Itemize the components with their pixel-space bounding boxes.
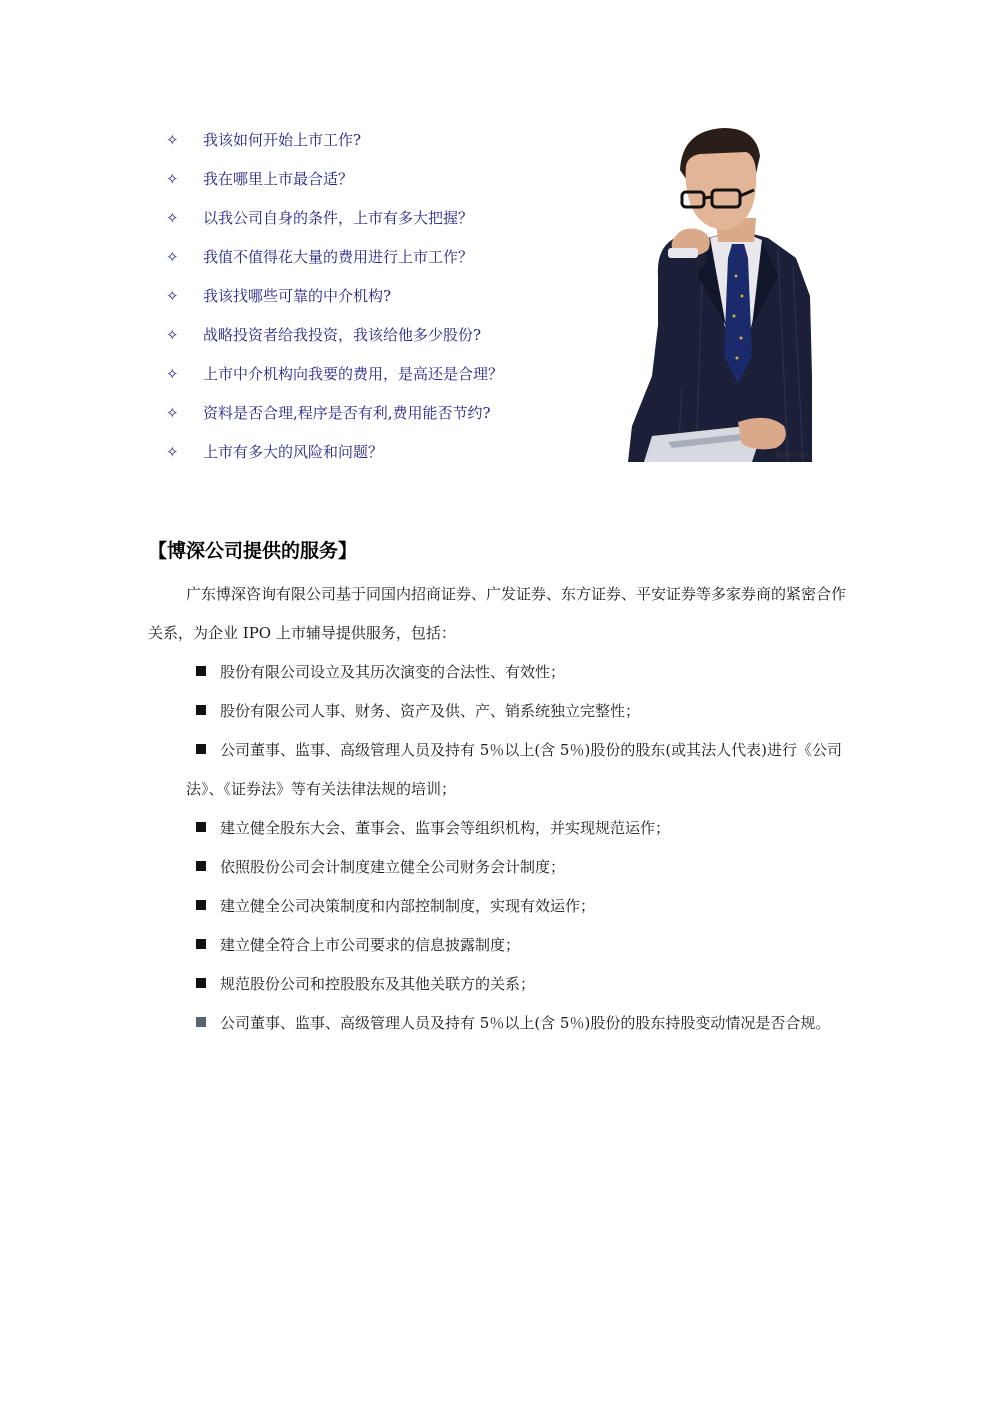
service-text: 规范股份公司和控股股东及其他关联方的关系； bbox=[220, 975, 536, 993]
service-text: 公司董事、监事、高级管理人员及持有 5％以上(含 5％)股份的股东持股变动情况是否合规。 bbox=[220, 1014, 831, 1032]
square-bullet-icon bbox=[196, 978, 206, 988]
diamond-bullet-icon: ✧ bbox=[166, 130, 179, 149]
service-text: 建立健全股东大会、董事会、监事会等组织机构，并实现规范运作； bbox=[220, 819, 671, 837]
square-bullet-icon bbox=[196, 822, 206, 832]
service-item bbox=[186, 965, 846, 1004]
businessman-illustration-icon bbox=[628, 126, 814, 462]
question-item bbox=[166, 237, 606, 276]
square-bullet-icon bbox=[196, 861, 206, 871]
service-item bbox=[186, 731, 846, 809]
question-text: 上市有多大的风险和问题？ bbox=[203, 443, 384, 461]
service-list bbox=[186, 653, 846, 1043]
businessman-photo bbox=[628, 126, 814, 462]
diamond-bullet-icon: ✧ bbox=[166, 364, 179, 383]
diamond-bullet-icon: ✧ bbox=[166, 169, 179, 188]
diamond-bullet-icon: ✧ bbox=[166, 442, 179, 461]
service-text: 股份有限公司设立及其历次演变的合法性、有效性； bbox=[220, 663, 566, 681]
service-item bbox=[186, 653, 846, 692]
diamond-bullet-icon: ✧ bbox=[166, 208, 179, 227]
diamond-bullet-icon: ✧ bbox=[166, 403, 179, 422]
square-bullet-icon bbox=[196, 900, 206, 910]
question-list bbox=[166, 120, 606, 471]
square-bullet-icon bbox=[196, 744, 206, 754]
diamond-bullet-icon: ✧ bbox=[166, 325, 179, 344]
service-item bbox=[186, 887, 846, 926]
question-item bbox=[166, 198, 606, 237]
question-text: 我该找哪些可靠的中介机构? bbox=[203, 287, 392, 305]
question-item bbox=[166, 432, 606, 471]
question-text: 资料是否合理,程序是否有利,费用能否节约? bbox=[203, 404, 491, 422]
section-heading: 【博深公司提供的服务】 bbox=[148, 540, 358, 562]
question-text: 战略投资者给我投资，我该给他多少股份? bbox=[203, 326, 482, 344]
service-text: 建立健全符合上市公司要求的信息披露制度； bbox=[220, 936, 521, 954]
question-text: 我在哪里上市最合适？ bbox=[203, 170, 354, 188]
question-item bbox=[166, 276, 606, 315]
square-bullet-icon bbox=[196, 1017, 206, 1027]
service-item bbox=[186, 692, 846, 731]
diamond-bullet-icon: ✧ bbox=[166, 286, 179, 305]
question-text: 上市中介机构向我要的费用，是高还是合理？ bbox=[203, 365, 504, 383]
question-item bbox=[166, 354, 606, 393]
service-item bbox=[186, 1004, 846, 1043]
question-item bbox=[166, 159, 606, 198]
question-text: 我该如何开始上市工作? bbox=[203, 131, 362, 149]
square-bullet-icon bbox=[196, 705, 206, 715]
service-item bbox=[186, 926, 846, 965]
service-text: 建立健全公司决策制度和内部控制制度，实现有效运作； bbox=[220, 897, 596, 915]
service-item bbox=[186, 809, 846, 848]
service-text: 股份有限公司人事、财务、资产及供、产、销系统独立完整性； bbox=[220, 702, 641, 720]
intro-paragraph: 广东博深咨询有限公司基于同国内招商证券、广发证券、东方证券、平安证券等多家券商的紧密合作关系，为企业 IPO 上市辅导提供服务，包括： bbox=[148, 585, 847, 642]
question-item bbox=[166, 393, 606, 432]
question-text: 我值不值得花大量的费用进行上市工作？ bbox=[203, 248, 474, 266]
diamond-bullet-icon: ✧ bbox=[166, 247, 179, 266]
square-bullet-icon bbox=[196, 939, 206, 949]
question-item bbox=[166, 315, 606, 354]
square-bullet-icon bbox=[196, 666, 206, 676]
photo-watermark: 昵图网 nipic bbox=[775, 452, 810, 459]
question-text: 以我公司自身的条件，上市有多大把握？ bbox=[203, 209, 474, 227]
service-text: 公司董事、监事、高级管理人员及持有 5％以上(含 5％)股份的股东(或其法人代表)进行《公司法》、《证券法》等有关法律法规的培训； bbox=[186, 741, 843, 798]
service-item bbox=[186, 848, 846, 887]
question-item bbox=[166, 120, 606, 159]
service-text: 依照股份公司会计制度建立健全公司财务会计制度； bbox=[220, 858, 566, 876]
